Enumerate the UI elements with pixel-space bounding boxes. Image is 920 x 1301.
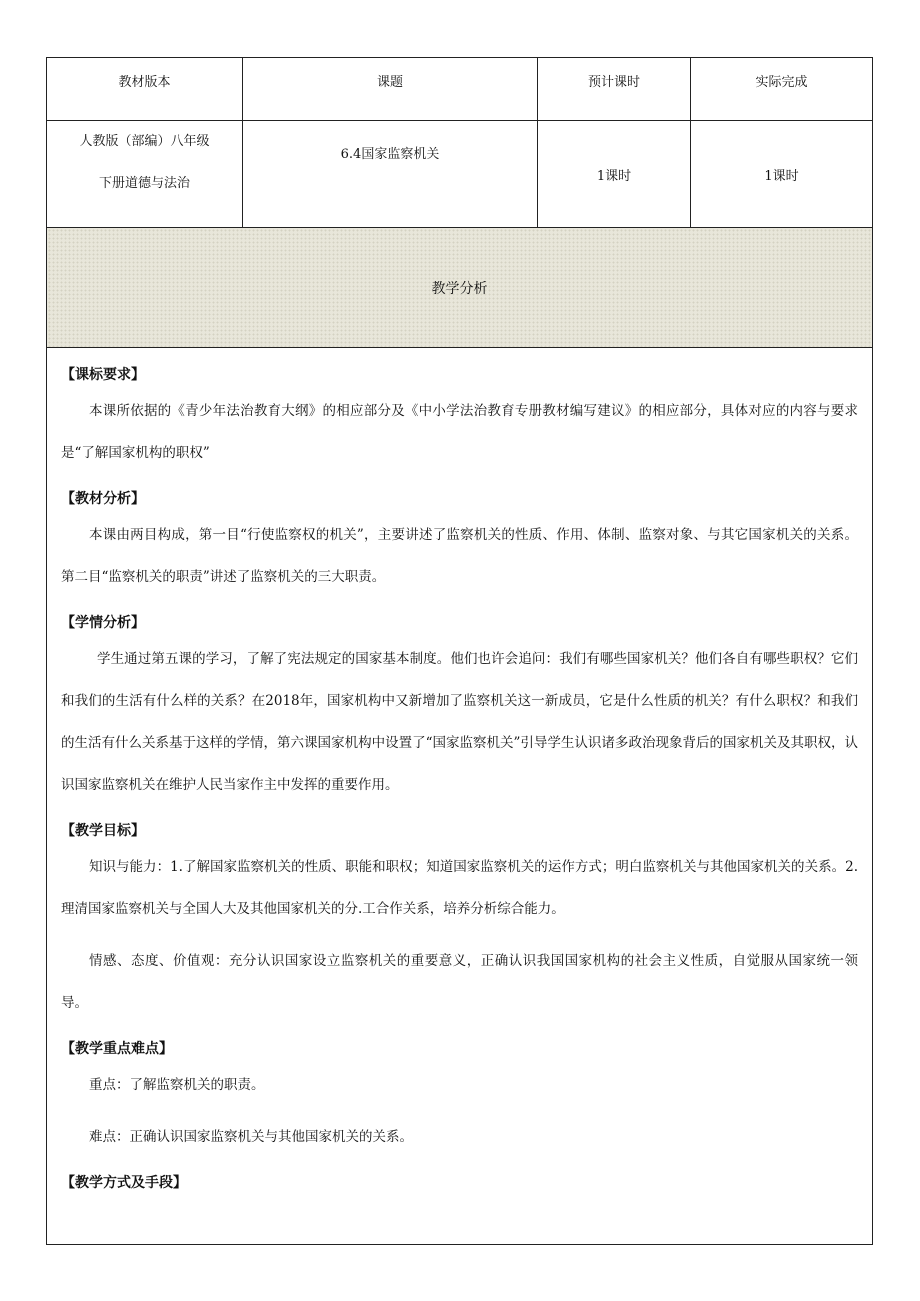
info-row [47, 121, 873, 228]
edition-cell [47, 121, 243, 228]
section-heading-objectives: 【教学目标】 [61, 823, 145, 839]
header-row [47, 58, 873, 121]
header-topic: 课题 [243, 58, 538, 121]
section-heading-students: 【学情分析】 [61, 615, 145, 631]
lesson-plan-table [46, 57, 873, 1245]
actual-hours: 1课时 [691, 121, 873, 228]
section-paragraph: 知识与能力：1.了解国家监察机关的性质、职能和职权；知道国家监察机关的运作方式；明白监察机关与其他国家机关的关系。2.理清国家监察机关与全国人大及其他国家机关的分.工合作关系，培养分析综合能力。 [61, 859, 858, 917]
edition-line-1: 人教版（部编）八年级 [79, 134, 210, 149]
analysis-content [47, 348, 873, 1245]
section-paragraph: 本课由两目构成，第一目“行使监察权的机关”，主要讲述了监察机关的性质、作用、体制、监察对象、与其它国家机关的关系。第二目“监察机关的职责”讲述了监察机关的三大职责。 [61, 527, 858, 585]
section-heading-key-points: 【教学重点难点】 [61, 1041, 173, 1057]
header-edition: 教材版本 [47, 58, 243, 121]
analysis-row [47, 228, 873, 348]
section-paragraph: 难点：正确认识国家监察机关与其他国家机关的关系。 [89, 1129, 413, 1145]
lesson-title: 6.4国家监察机关 [243, 121, 538, 228]
section-heading-methods: 【教学方式及手段】 [61, 1175, 187, 1191]
analysis-title: 教学分析 [47, 228, 873, 348]
section-paragraph: 情感、态度、价值观：充分认识国家设立监察机关的重要意义，正确认识我国国家机构的社会主义性质，自觉服从国家统一领导。 [61, 953, 858, 1011]
content-row [47, 348, 873, 1245]
section-heading-textbook: 【教材分析】 [61, 491, 145, 507]
planned-hours: 1课时 [538, 121, 691, 228]
section-paragraph: 学生通过第五课的学习，了解了宪法规定的国家基本制度。他们也许会追问：我们有哪些国家机关？他们各自有哪些职权？它们和我们的生活有什么样的关系？在2018年，国家机构中又新增加了监察机关这一新成员，它是什么性质的机关？有什么职权？和我们的生活有什么关系基于这样的学情，第六课国家机构中设置了“国家监察机关”引导学生认识诸多政治现象背后的国家机关及其职权，认识国家监察机关在维护人民当家作主中发挥的重要作用。 [61, 651, 858, 793]
edition-line-2: 下册道德与法治 [98, 176, 190, 191]
header-planned-hours: 预计课时 [538, 58, 691, 121]
section-paragraph: 重点：了解监察机关的职责。 [89, 1077, 265, 1093]
section-paragraph: 本课所依据的《青少年法治教育大纲》的相应部分及《中小学法治教育专册教材编写建议》的相应部分，具体对应的内容与要求是“了解国家机构的职权” [61, 403, 858, 461]
header-actual: 实际完成 [691, 58, 873, 121]
section-heading-standards: 【课标要求】 [61, 367, 145, 383]
